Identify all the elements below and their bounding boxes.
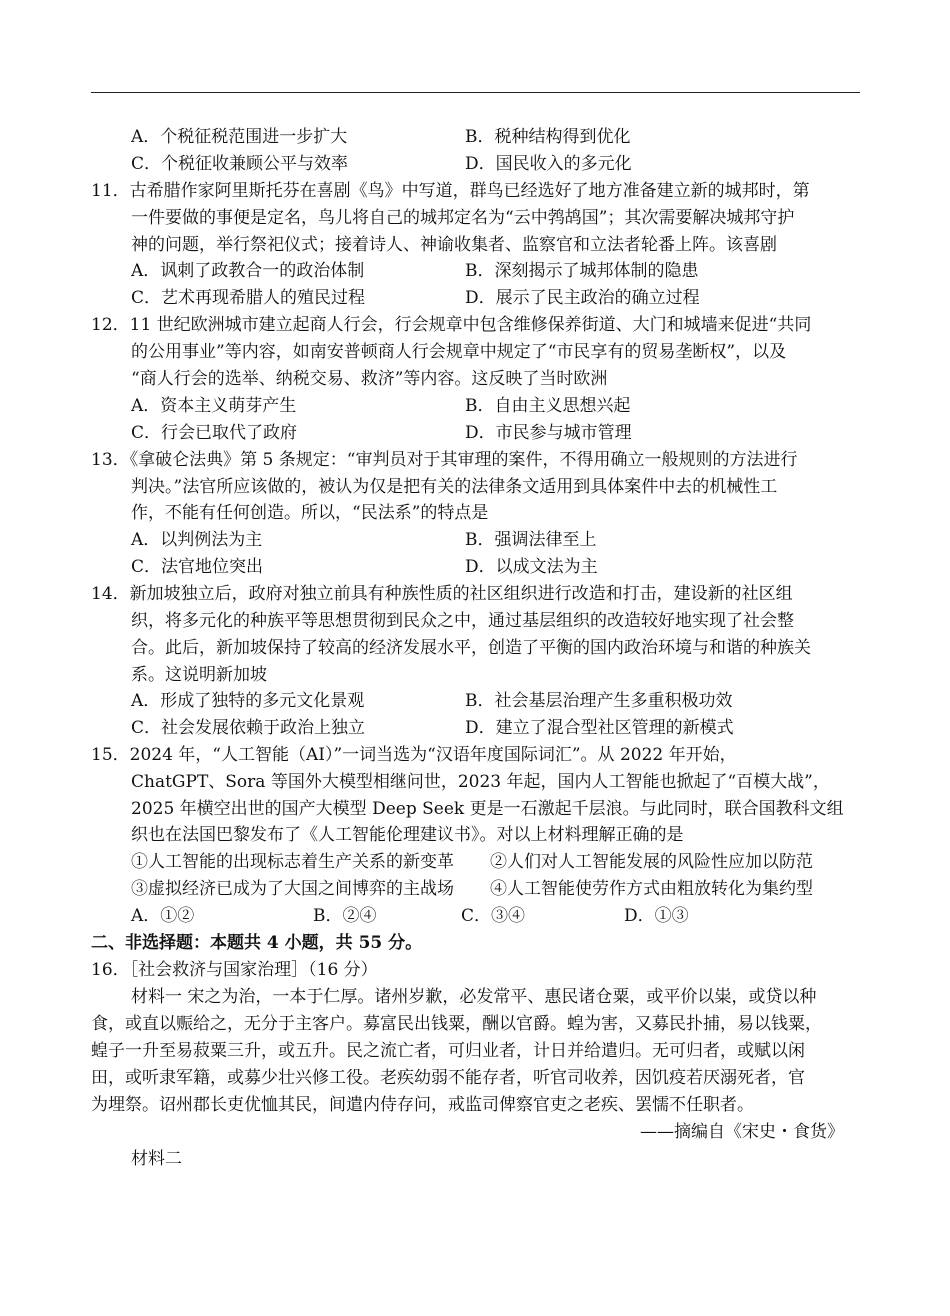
q13-option-b: B．强调法律至上 — [465, 530, 597, 550]
material-source: ——摘编自《宋史・食货》 — [640, 1122, 844, 1142]
q14-option-a: A．形成了独特的多元文化景观 — [131, 691, 365, 711]
q11-option-b: B．深刻揭示了城邦体制的隐患 — [465, 261, 699, 281]
q15-stem-line: ChatGPT、Sora 等国外大模型相继问世，2023 年起，国内人工智能也掀起了“百模大战”， — [131, 772, 830, 792]
q12-option-a: A．资本主义萌芽产生 — [131, 396, 297, 416]
q13-option-c: C．法官地位突出 — [131, 557, 264, 577]
material-line: 为埋祭。诏州郡长吏优恤其民，间遣内侍存问，戒监司俾察官吏之老疾、罢懦不任职者。 — [91, 1095, 754, 1115]
q15-option-b: B．②④ — [313, 906, 377, 926]
q15-stem-line: 织也在法国巴黎发布了《人工智能伦理建议书》。对以上材料理解正确的是 — [131, 825, 684, 845]
q13-option-d: D．以成文法为主 — [465, 557, 598, 577]
q14-option-b: B．社会基层治理产生多重积极功效 — [465, 691, 733, 711]
q10-option-a: A．个税征税范围进一步扩大 — [131, 127, 348, 147]
q12-stem-line: 的公用事业”等内容，如南安普顿商人行会规章中规定了“市民享有的贸易垄断权”，以及 — [131, 342, 787, 362]
q11-stem-line: 11．古希腊作家阿里斯托芬在喜剧《鸟》中写道，群鸟已经选好了地方准备建立新的城邦时，第 — [91, 181, 810, 201]
q14-option-d: D．建立了混合型社区管理的新模式 — [465, 718, 734, 738]
q13-stem-line: 13．《拿破仑法典》第 5 条规定：“审判员对于其审理的案件，不得用确立一般规则的方法进行 — [91, 450, 798, 470]
q11-option-d: D．展示了民主政治的确立过程 — [465, 288, 700, 308]
q16-title: 16．［社会救济与国家治理］（16 分） — [91, 960, 378, 980]
q13-stem-line: 判决。”法官所应该做的，被认为仅是把有关的法律条文适用到具体案件中去的机械性工 — [131, 477, 778, 497]
q14-stem-line: 合。此后，新加坡保持了较高的经济发展水平，创造了平衡的国内政治环境与和谐的种族关 — [131, 638, 811, 658]
q11-stem-line: 神的问题，举行祭祀仪式；接着诗人、神谕收集者、监察官和立法者轮番上阵。该喜剧 — [131, 235, 777, 255]
q15-option-c: C．③④ — [461, 906, 526, 926]
q11-option-a: A．讽刺了政教合一的政治体制 — [131, 261, 365, 281]
q10-option-d: D．国民收入的多元化 — [465, 154, 632, 174]
material-line: 田，或听隶军籍，或募少壮兴修工役。老疾幼弱不能存者，听官司收养，因饥疫若厌溺死者，官 — [91, 1068, 805, 1088]
q11-option-c: C．艺术再现希腊人的殖民过程 — [131, 288, 366, 308]
material-line: 食，或直以赈给之，无分于主客户。募富民出钱粟，酬以官爵。蝗为害，又募民扑捕，易以钱粟， — [91, 1014, 822, 1034]
q15-statement-3: ③虚拟经济已成为了大国之间博弈的主战场 — [131, 879, 454, 899]
q15-stem-line: 15．2024 年，“人工智能（AI）”一词当选为“汉语年度国际词汇”。从 2022 年开始， — [91, 745, 737, 765]
q14-stem-line: 14．新加坡独立后，政府对独立前具有种族性质的社区组织进行改造和打击，建设新的社区组 — [91, 584, 793, 604]
q12-option-b: B．自由主义思想兴起 — [465, 396, 631, 416]
q15-stem-line: 2025 年横空出世的国产大模型 Deep Seek 更是一石激起千层浪。与此同时，联合国教科文组 — [131, 799, 844, 819]
material-line: 材料一 宋之为治，一本于仁厚。诸州岁歉，必发常平、惠民诸仓粟，或平价以粜，或贷以种 — [131, 987, 817, 1007]
q13-option-a: A．以判例法为主 — [131, 530, 263, 550]
q15-option-d: D．①③ — [624, 906, 689, 926]
header-rule — [91, 92, 860, 93]
q14-option-c: C．社会发展依赖于政治上独立 — [131, 718, 366, 738]
q12-option-d: D．市民参与城市管理 — [465, 423, 632, 443]
q12-stem-line: 12．11 世纪欧洲城市建立起商人行会，行会规章中包含维修保养街道、大门和城墙来促进“共同 — [91, 315, 812, 335]
q10-option-c: C．个税征收兼顾公平与效率 — [131, 154, 349, 174]
q14-stem-line: 系。这说明新加坡 — [131, 665, 267, 685]
q13-stem-line: 作，不能有任何创造。所以，“民法系”的特点是 — [131, 503, 489, 523]
q11-stem-line: 一件要做的事便是定名，鸟儿将自己的城邦定名为“云中鹁鸪国”；其次需要解决城邦守护 — [131, 208, 795, 228]
q15-option-a: A．①② — [131, 906, 195, 926]
section-heading: 二、非选择题：本题共 4 小题，共 55 分。 — [91, 933, 423, 953]
q15-statement-4: ④人工智能使劳作方式由粗放转化为集约型 — [490, 879, 813, 899]
q14-stem-line: 织，将多元化的种族平等思想贯彻到民众之中，通过基层组织的改造较好地实现了社会整 — [131, 611, 794, 631]
q12-stem-line: “商人行会的选举、纳税交易、救济”等内容。这反映了当时欧洲 — [131, 369, 608, 389]
q15-statement-2: ②人们对人工智能发展的风险性应加以防范 — [490, 852, 813, 872]
q10-option-b: B．税种结构得到优化 — [465, 127, 631, 147]
q12-option-c: C．行会已取代了政府 — [131, 423, 298, 443]
material-line: 蝗子一升至易菽粟三升，或五升。民之流亡者，可归业者，计日并给遣归。无可归者，或赋以闲 — [91, 1041, 805, 1061]
q15-statement-1: ①人工智能的出现标志着生产关系的新变革 — [131, 852, 454, 872]
material-2-label: 材料二 — [131, 1149, 182, 1169]
